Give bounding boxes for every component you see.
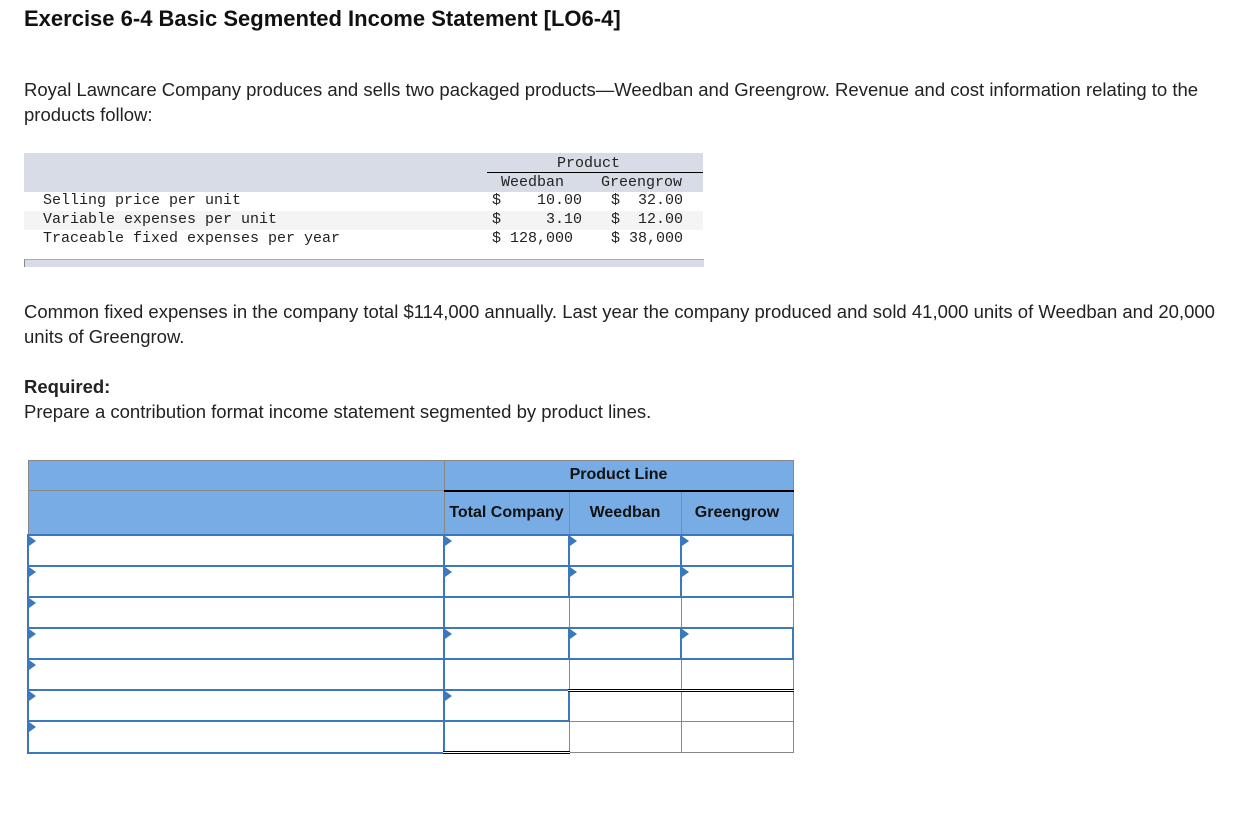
product-line-header: Product Line <box>444 461 793 491</box>
weedban-input[interactable] <box>569 628 681 659</box>
label-input[interactable] <box>28 566 444 597</box>
col-weedban: Weedban <box>569 491 681 535</box>
label-input[interactable] <box>28 628 444 659</box>
weedban-cell <box>569 690 681 721</box>
ref-col-weedban: Weedban <box>501 174 565 191</box>
greengrow-cell <box>681 597 793 628</box>
ref-group-header: Product <box>557 155 621 172</box>
table-row <box>28 628 793 659</box>
total-cell <box>444 597 569 628</box>
label-input[interactable] <box>28 535 444 566</box>
col-greengrow: Greengrow <box>681 491 793 535</box>
ref-table-footer <box>24 259 704 267</box>
table-row <box>28 690 793 721</box>
total-input[interactable] <box>444 690 569 721</box>
greengrow-cell <box>681 721 793 753</box>
header-blank <box>28 461 444 491</box>
paragraph-2: Common fixed expenses in the company total $114,000 annually. Last year the company produced and sold 41,000 units of Weedban and 20,000 units of Greengrow. <box>24 301 1215 347</box>
total-cell <box>444 721 569 753</box>
table-row <box>28 659 793 691</box>
page-title: Exercise 6-4 Basic Segmented Income Statement [LO6-4] <box>24 6 621 31</box>
greengrow-input[interactable] <box>681 566 793 597</box>
weedban-cell <box>569 721 681 753</box>
greengrow-input[interactable] <box>681 628 793 659</box>
weedban-input[interactable] <box>569 566 681 597</box>
ref-row: Traceable fixed expenses per year $ 128,000 $ 38,000 <box>43 230 684 247</box>
required-text: Prepare a contribution format income statement segmented by product lines. <box>24 401 652 422</box>
required-label: Required: <box>24 376 111 397</box>
ref-col-greengrow: Greengrow <box>601 174 683 191</box>
label-input[interactable] <box>28 659 444 691</box>
table-row <box>28 535 793 566</box>
reference-table <box>24 153 703 249</box>
weedban-cell <box>569 659 681 691</box>
ref-row: Variable expenses per unit $ 3.10 $ 12.00 <box>24 211 703 230</box>
label-input[interactable] <box>28 721 444 753</box>
total-input[interactable] <box>444 535 569 566</box>
weedban-cell <box>569 597 681 628</box>
total-cell <box>444 659 569 691</box>
greengrow-input[interactable] <box>681 535 793 566</box>
weedban-input[interactable] <box>569 535 681 566</box>
ref-row: Selling price per unit $ 10.00 $ 32.00 <box>43 192 684 209</box>
total-input[interactable] <box>444 566 569 597</box>
income-statement-table <box>27 460 794 754</box>
table-row <box>28 597 793 628</box>
table-row <box>28 566 793 597</box>
label-input[interactable] <box>28 690 444 721</box>
label-input[interactable] <box>28 597 444 628</box>
table-row <box>28 721 793 753</box>
total-input[interactable] <box>444 628 569 659</box>
intro-text: Royal Lawncare Company produces and sells two packaged products—Weedban and Greengrow. Revenue and cost information relating to the products follow: <box>24 79 1199 125</box>
col-total-company: Total Company <box>444 491 569 535</box>
greengrow-cell <box>681 659 793 691</box>
greengrow-cell <box>681 690 793 721</box>
